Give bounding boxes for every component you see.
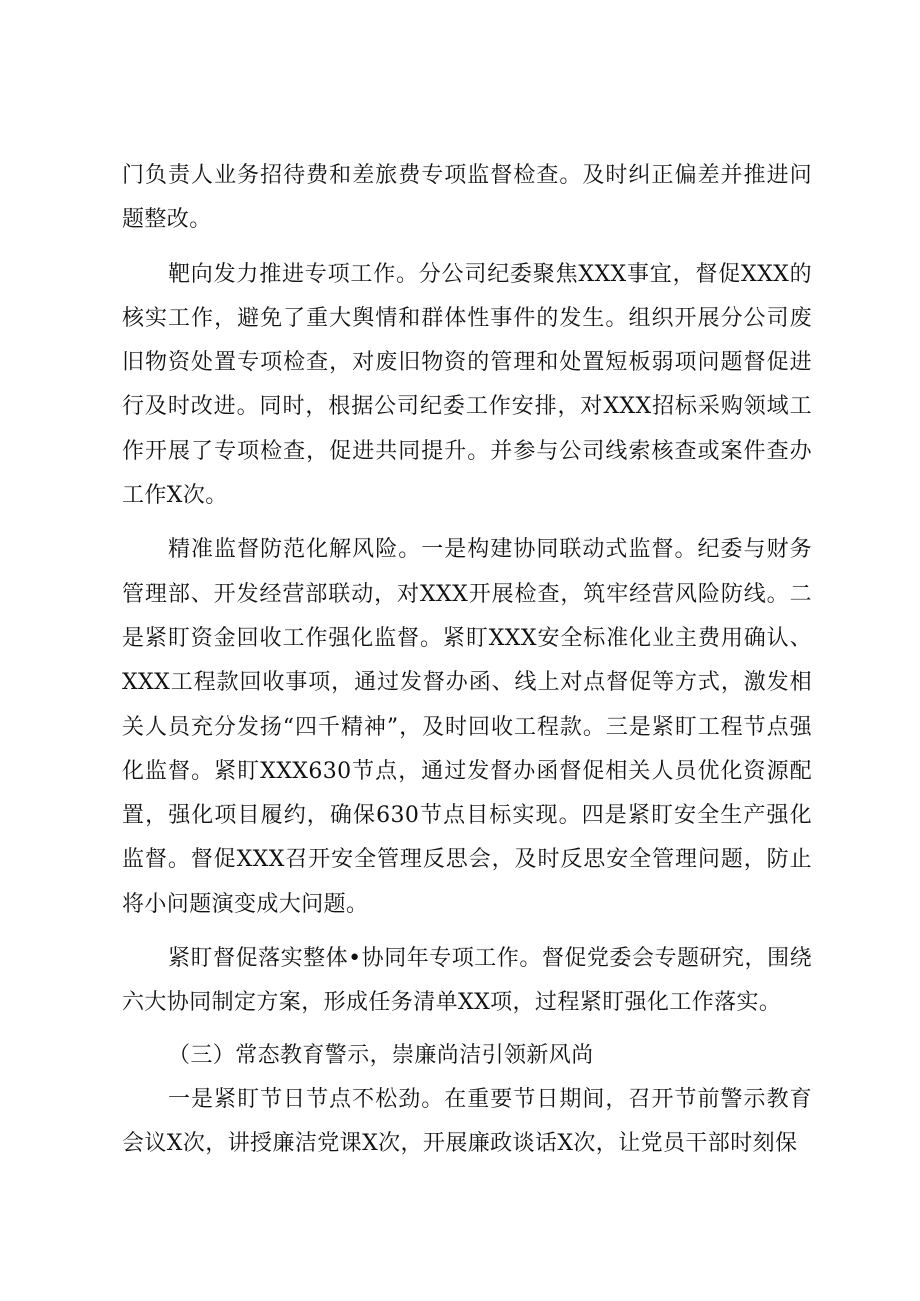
paragraph-coordination-year: 紧盯督促落实整体•协同年专项工作。督促党委会专题研究，围绕六大协同制定方案，形成任务清单XX项，过程紧盯强化工作落实。 [122, 946, 812, 1016]
section-heading: （三）常态教育警示，崇廉尚洁引领新风尚 [168, 1042, 594, 1068]
paragraph-risk-supervision: 精准监督防范化解风险。一是构建协同联动式监督。纪委与财务管理部、开发经营部联动，对XXX开展检查，筑牢经营风险防线。二是紧盯资金回收工作强化监督。紧盯XXX安全标准化业主费用确认、XXX工程款回收事项，通过发督办函、线上对点督促等方式，激发相关人员充分发扬“四千精神”，及时回收工程款。三是紧盯工程节点强化监督。紧盯XXX630节点，通过发督办函督促相关人员优化资源配置，强化项目履约，确保630节点目标实现。四是紧盯安全生产强化监督。督促XXX召开安全管理反思会，及时反思安全管理问题，防止将小问题演变成大问题。 [122, 537, 812, 917]
document-body [122, 154, 812, 1167]
paragraph-festival-education: 一是紧盯节日节点不松劲。在重要节日期间，召开节前警示教育会议X次，讲授廉洁党课X次，开展廉政谈话X次，让党员干部时刻保 [122, 1086, 812, 1157]
paragraph-continuation: 门负责人业务招待费和差旅费专项监督检查。及时纠正偏差并推进问题整改。 [122, 163, 812, 233]
paragraph-special-work: 靶向发力推进专项工作。分公司纪委聚焦XXX事宜，督促XXX的核实工作，避免了重大舆情和群体性事件的发生。组织开展分公司废旧物资处置专项检查，对废旧物资的管理和处置短板弱项问题督促进行及时改进。同时，根据公司纪委工作安排，对XXX招标采购领域工作开展了专项检查，促进共同提升。并参与公司线索核查或案件查办工作X次。 [122, 261, 812, 509]
